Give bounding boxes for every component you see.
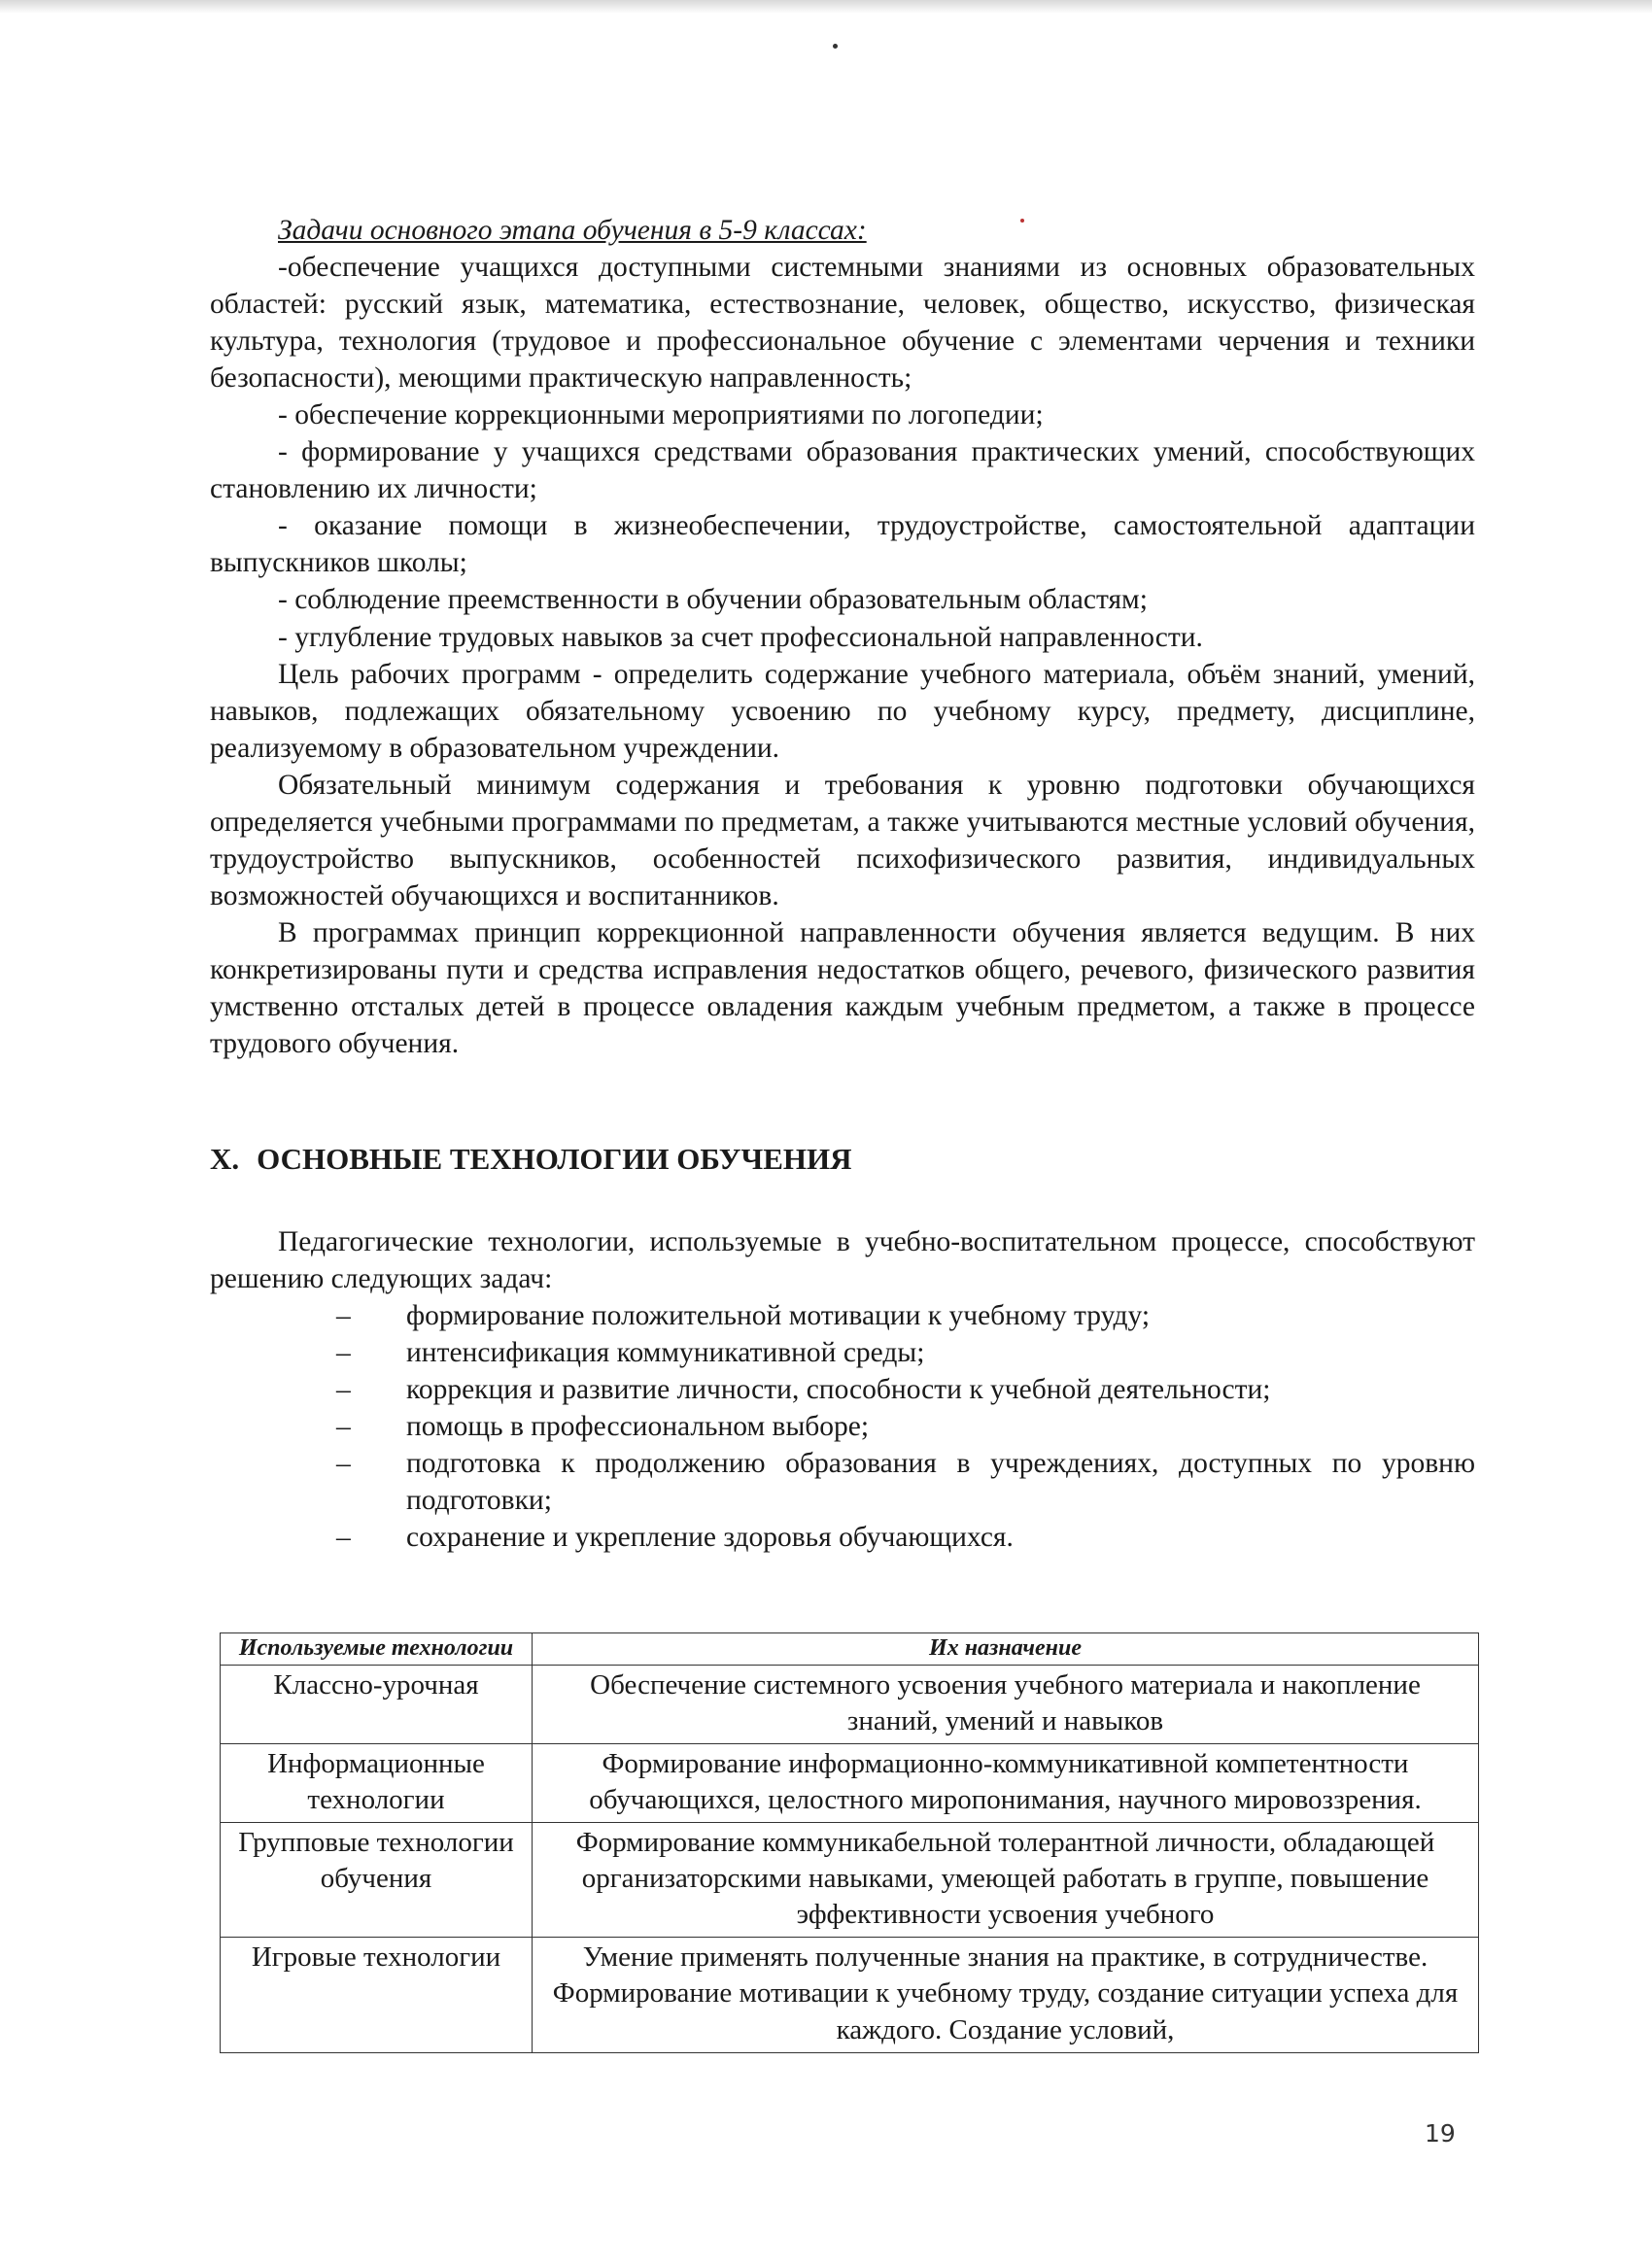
table-row	[221, 1938, 1479, 2052]
section-title: ОСНОВНЫЕ ТЕХНОЛОГИИ ОБУЧЕНИЯ	[257, 1142, 852, 1177]
list-item: – подготовка к продолжению образования в учреждениях, доступных по уровню подготовки;	[336, 1445, 1475, 1519]
technologies-table	[220, 1632, 1479, 2053]
technology-cell: Групповые технологии обучения	[221, 1823, 533, 1938]
table-row	[221, 1665, 1479, 1743]
dash-bullet: –	[336, 1374, 351, 1406]
task-item: - углубление трудовых навыков за счет профессиональной направленности.	[278, 621, 1203, 653]
dash-bullet: –	[336, 1300, 351, 1332]
tasks-title: Задачи основного этапа обучения в 5-9 классах:	[278, 215, 867, 246]
scan-speck	[833, 44, 838, 49]
task-item: - соблюдение преемственности в обучении образовательным областям;	[278, 584, 1148, 616]
technology-cell: Классно-урочная	[221, 1665, 533, 1743]
purpose-cell: Формирование коммуникабельной толерантной личности, обладающей организаторскими навыками, умеющей работать в группе, повышение эффективности усвоения учебного	[533, 1823, 1479, 1938]
section-intro: Педагогические технологии, используемые в учебно-воспитательном процессе, способствуют решению следующих задач:	[210, 1226, 1475, 1295]
document-body	[210, 212, 1475, 1556]
list-item: – помощь в профессиональном выборе;	[336, 1408, 1475, 1445]
technology-cell: Информационные технологии	[221, 1743, 533, 1822]
table-row	[221, 1743, 1479, 1822]
header-technologies: Используемые технологии	[221, 1633, 533, 1666]
list-item: – сохранение и укрепление здоровья обучающихся.	[336, 1519, 1475, 1556]
purpose-cell: Умение применять полученные знания на практике, в сотрудничестве. Формирование мотивации к учебному труду, создание ситуации успеха для каждого. Создание условий,	[533, 1938, 1479, 2052]
header-purpose: Их назначение	[533, 1633, 1479, 1666]
goal-paragraph: Цель рабочих программ - определить содержание учебного материала, объём знаний, умений, навыков, подлежащих обязательному усвоению по учебному курсу, предмету, дисциплине, реализуемому в образовательном учреждении.	[210, 658, 1475, 764]
task-item: - формирование у учащихся средствами образования практических умений, способствующих становлению их личности;	[210, 436, 1475, 505]
table-row	[221, 1823, 1479, 1938]
technology-cell: Игровые технологии	[221, 1938, 533, 2052]
list-item: – интенсификация коммуникативной среды;	[336, 1334, 1475, 1371]
dash-bullet: –	[336, 1522, 351, 1554]
list-item: – формирование положительной мотивации к учебному труду;	[336, 1297, 1475, 1334]
task-item: - обеспечение коррекционными мероприятиями по логопедии;	[278, 399, 1044, 431]
dash-bullet: –	[336, 1411, 351, 1443]
purpose-cell: Обеспечение системного усвоения учебного материала и накопление знаний, умений и навыков	[533, 1665, 1479, 1743]
list-item: – коррекция и развитие личности, способности к учебной деятельности;	[336, 1371, 1475, 1408]
dash-bullet: –	[336, 1337, 351, 1369]
task-item: -обеспечение учащихся доступными системными знаниями из основных образовательных областей: русский язык, математика, естествознание, человек, общество, искусство, физическая культура, технология (трудовое и профессиональное обучение с элементами черчения и техники безопасности), меющими практическую направленность;	[210, 252, 1475, 395]
principle-paragraph: В программах принцип коррекционной направленности обучения является ведущим. В них конкретизированы пути и средства исправления недостатков общего, речевого, физического развития умственно отсталых детей в процессе овладения каждым учебным предметом, а также в процессе трудового обучения.	[210, 916, 1475, 1060]
section-heading	[210, 1140, 1475, 1179]
table-header-row	[221, 1633, 1479, 1666]
section-number: X.	[210, 1142, 240, 1177]
scan-top-edge	[0, 0, 1652, 14]
objectives-list	[210, 1297, 1475, 1556]
purpose-cell: Формирование информационно-коммуникативной компетентности обучающихся, целостного миропонимания, научного мировоззрения.	[533, 1743, 1479, 1822]
page-number: 19	[1425, 2119, 1456, 2148]
task-item: - оказание помощи в жизнеобеспечении, трудоустройстве, самостоятельной адаптации выпускников школы;	[210, 510, 1475, 579]
dash-bullet: –	[336, 1448, 351, 1480]
minimum-paragraph: Обязательный минимум содержания и требования к уровню подготовки обучающихся определяется учебными программами по предметам, а также учитываются местные условий обучения, трудоустройство выпускников, особенностей психофизического развития, индивидуальных возможностей обучающихся и воспитанников.	[210, 769, 1475, 911]
